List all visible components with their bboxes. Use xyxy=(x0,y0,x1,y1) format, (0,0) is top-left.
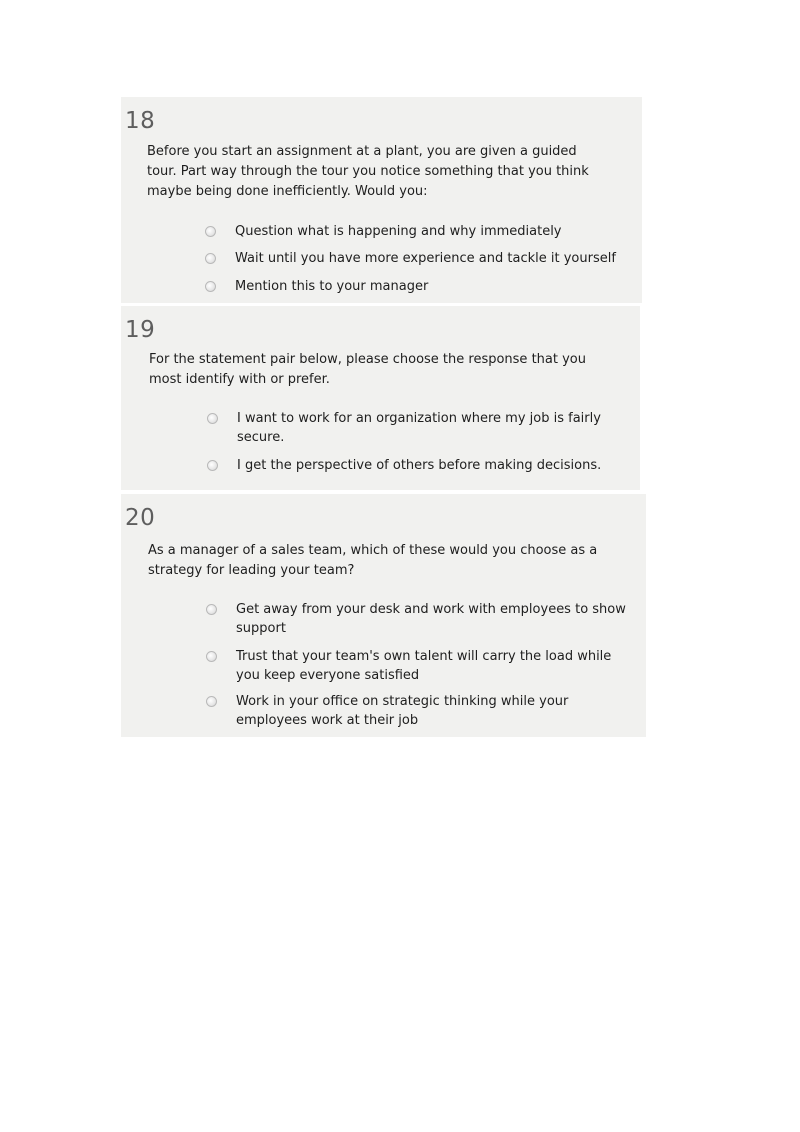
radio-button-icon[interactable] xyxy=(206,696,217,707)
answer-option-label: Question what is happening and why immediately xyxy=(235,224,562,239)
answer-option[interactable] xyxy=(206,600,626,638)
answer-option-label: I want to work for an organization where my job is fairly secure. xyxy=(237,411,601,445)
radio-button-icon[interactable] xyxy=(205,253,216,264)
radio-button-icon[interactable] xyxy=(207,413,218,424)
question-number: 20 xyxy=(125,505,156,531)
answer-option-label: Get away from your desk and work with employees to show support xyxy=(236,602,626,636)
radio-button-icon[interactable] xyxy=(207,460,218,471)
answer-option[interactable] xyxy=(205,222,625,241)
question-text: Before you start an assignment at a plant, you are given a guided tour. Part way through the tour you notice something that you think maybe being done inefficiently. Would you: xyxy=(147,144,589,199)
radio-button-icon[interactable] xyxy=(206,651,217,662)
radio-button-icon[interactable] xyxy=(205,226,216,237)
question-text: For the statement pair below, please choose the response that you most identify with or prefer. xyxy=(149,352,586,387)
answer-option[interactable] xyxy=(207,409,627,447)
answer-option[interactable] xyxy=(207,456,627,475)
question-number: 19 xyxy=(125,317,156,343)
answer-option[interactable] xyxy=(206,692,626,730)
answer-option-label: Work in your office on strategic thinking while your employees work at their job xyxy=(236,694,569,728)
answer-option-label: I get the perspective of others before making decisions. xyxy=(237,458,602,473)
radio-button-icon[interactable] xyxy=(206,604,217,615)
answer-option[interactable] xyxy=(205,277,625,296)
question-card-18 xyxy=(121,97,642,303)
question-text: As a manager of a sales team, which of these would you choose as a strategy for leading your team? xyxy=(148,543,598,578)
answer-option-label: Mention this to your manager xyxy=(235,279,429,294)
question-card-20 xyxy=(121,494,646,737)
answer-option-label: Wait until you have more experience and tackle it yourself xyxy=(235,251,616,266)
answer-option[interactable] xyxy=(205,249,625,268)
question-card-19 xyxy=(121,306,640,490)
radio-button-icon[interactable] xyxy=(205,281,216,292)
question-number: 18 xyxy=(125,108,156,134)
answer-option-label: Trust that your team's own talent will carry the load while you keep everyone satisfied xyxy=(236,649,612,683)
answer-option[interactable] xyxy=(206,647,626,685)
